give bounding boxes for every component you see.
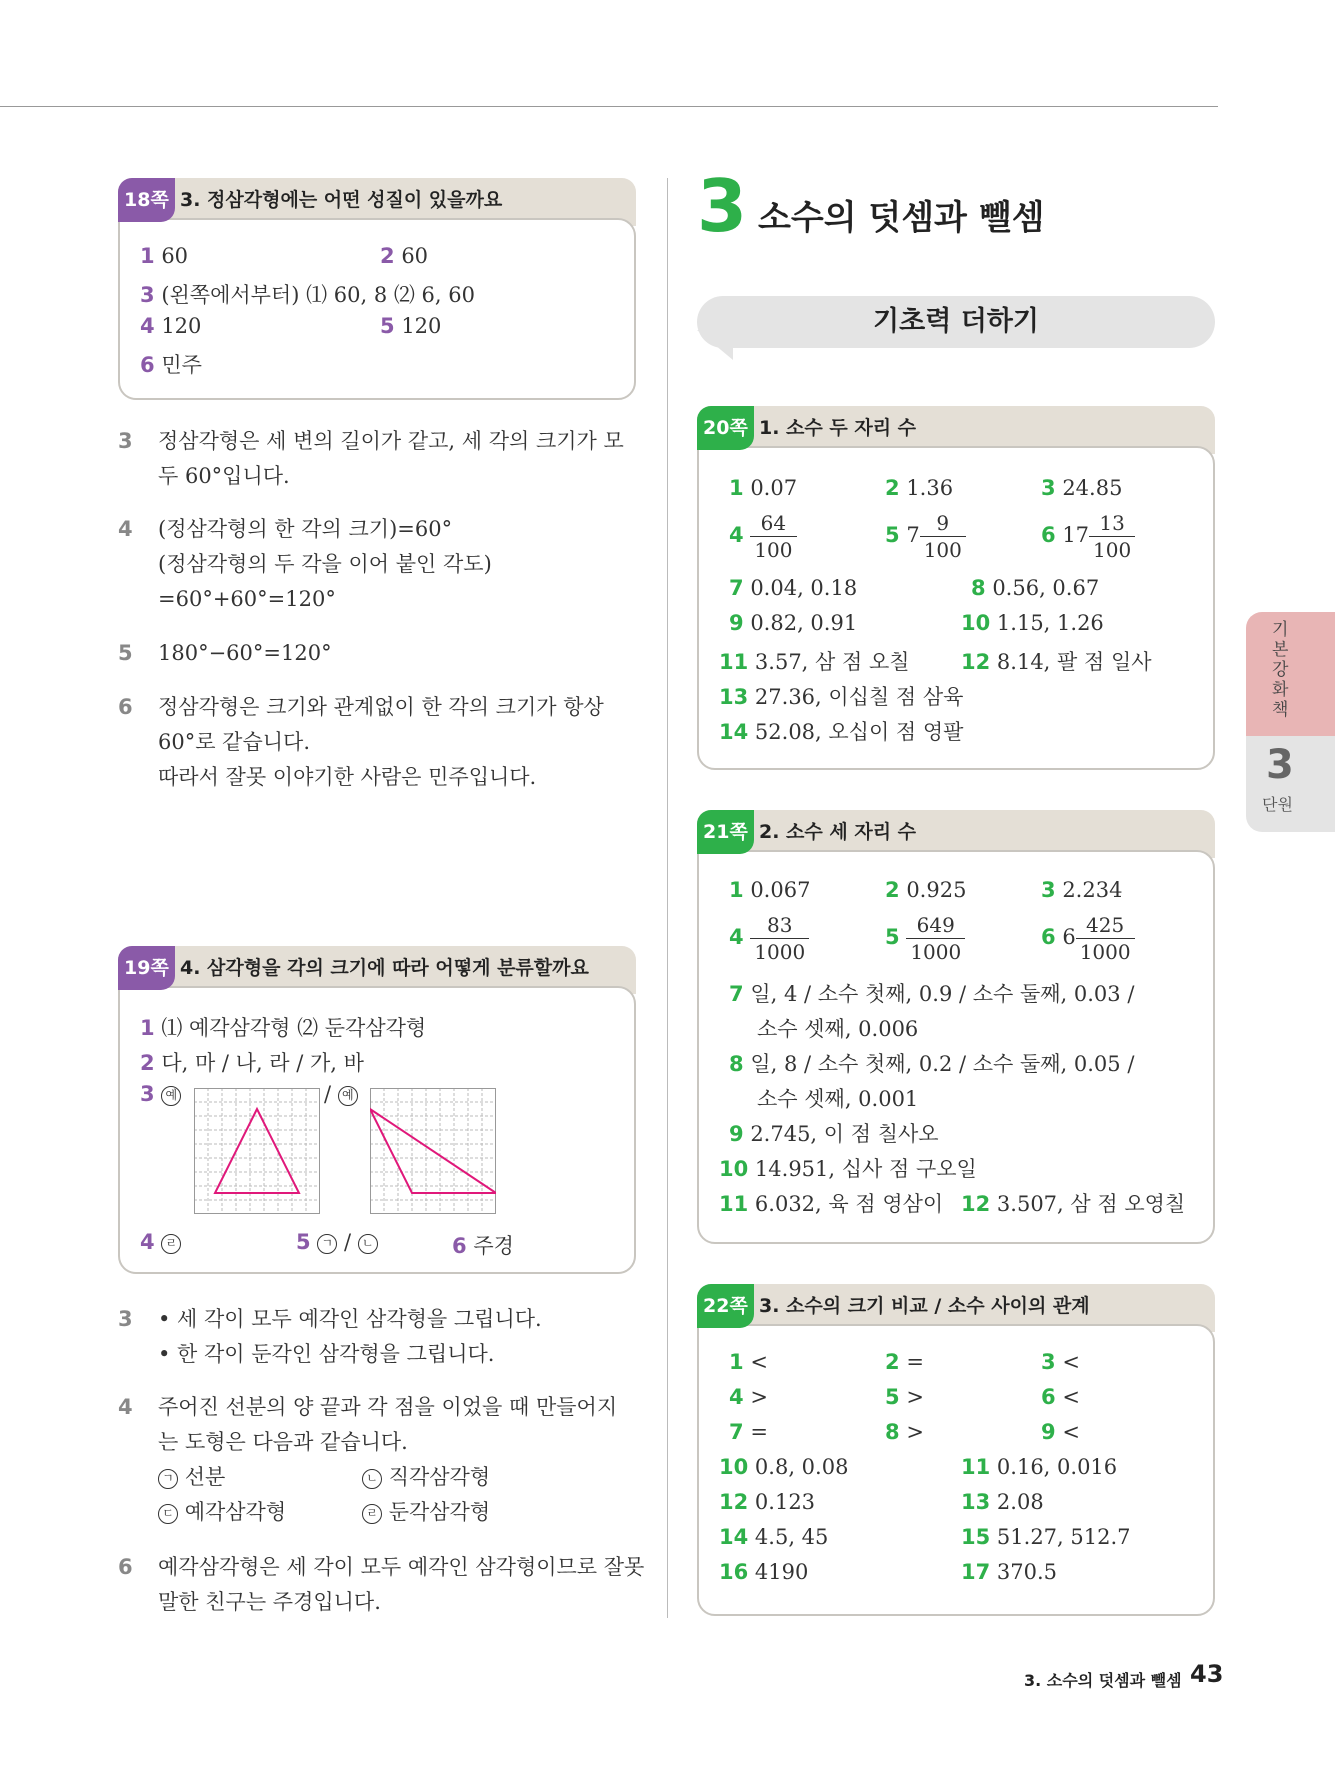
box-title: 3. 정삼각형에는 어떤 성질이 있을까요 xyxy=(180,189,503,211)
unit-label: 단원 xyxy=(1262,795,1293,814)
answer-7: 7 0.04, 0.18 xyxy=(729,576,858,600)
side-tab-book[interactable] xyxy=(1246,612,1335,736)
answer-1: 1 60 xyxy=(140,244,189,268)
answer-10: 10 0.8, 0.08 xyxy=(719,1455,849,1479)
answer-2: 2 = xyxy=(885,1350,924,1374)
box-title: 4. 삼각형을 각의 크기에 따라 어떻게 분류할까요 xyxy=(180,957,589,979)
answer-9: 9 0.82, 0.91 xyxy=(729,611,858,635)
answer-1: 1 0.07 xyxy=(729,476,798,500)
page-tag: 22쪽 xyxy=(697,1284,754,1328)
example-mark: 예 xyxy=(161,1086,181,1106)
answer-7-cont: 소수 셋째, 0.006 xyxy=(757,1017,919,1041)
answer-13: 13 27.36, 이십칠 점 삼육 xyxy=(719,685,964,709)
unit-number: 3 xyxy=(1266,742,1294,788)
answer-box-p19 xyxy=(118,946,636,1274)
side-tab-label: 기본강화책 xyxy=(1272,620,1289,720)
answer-2: 2 다, 마 / 나, 라 / 가, 바 xyxy=(140,1051,364,1075)
top-rule xyxy=(0,106,1218,107)
answer-8-cont: 소수 셋째, 0.001 xyxy=(757,1087,919,1111)
answer-3: 3 < xyxy=(1041,1350,1080,1374)
answer-14: 14 4.5, 45 xyxy=(719,1525,829,1549)
answer-3: 3 2.234 xyxy=(1041,878,1123,902)
column-divider xyxy=(667,178,668,1618)
answer-5: 5 120 xyxy=(380,314,442,338)
answer-1: 1 0.067 xyxy=(729,878,811,902)
answer-14: 14 52.08, 오십이 점 영팔 xyxy=(719,720,964,744)
answer-8: 8 > xyxy=(885,1420,924,1444)
box-title: 2. 소수 세 자리 수 xyxy=(759,821,917,843)
answer-7: 7 = xyxy=(729,1420,768,1444)
answer-6: 6 민주 xyxy=(140,353,202,377)
acute-triangle-grid xyxy=(194,1088,320,1214)
answer-7: 7 일, 4 / 소수 첫째, 0.9 / 소수 둘째, 0.03 / xyxy=(729,982,1135,1006)
answer-15: 15 51.27, 512.7 xyxy=(961,1525,1131,1549)
answer-3: 3 예 xyxy=(140,1082,181,1106)
answer-10: 10 14.951, 십사 점 구오일 xyxy=(719,1157,977,1181)
answer-12: 12 8.14, 팔 점 일사 xyxy=(961,650,1152,674)
answer-5: 5 7 $\frac{9}{100}$ xyxy=(885,510,966,563)
obtuse-triangle-grid xyxy=(370,1088,496,1214)
answer-9: 9 < xyxy=(1041,1420,1080,1444)
page-tag: 21쪽 xyxy=(697,810,754,854)
answer-2: 2 1.36 xyxy=(885,476,954,500)
answer-8: 8 일, 8 / 소수 첫째, 0.2 / 소수 둘째, 0.05 / xyxy=(729,1052,1135,1076)
answer-11: 11 3.57, 삼 점 오칠 xyxy=(719,650,910,674)
answer-4: 4 $\frac{64}{100}$ xyxy=(729,510,797,563)
answer-3-separator: / 예 xyxy=(324,1082,358,1106)
answer-4: 4 $\frac{83}{1000}$ xyxy=(729,912,809,965)
answer-6: 6 6 $\frac{425}{1000}$ xyxy=(1041,912,1135,965)
page-tag: 19쪽 xyxy=(118,946,175,990)
chapter-number: 3 xyxy=(697,164,748,248)
answer-3: 3 (왼쪽에서부터) ⑴ 60, 8 ⑵ 6, 60 xyxy=(140,283,475,307)
answer-5: 5 $\frac{649}{1000}$ xyxy=(885,912,965,965)
box-title: 1. 소수 두 자리 수 xyxy=(759,417,917,439)
chapter-title: 소수의 덧셈과 뺄셈 xyxy=(758,198,1045,238)
answer-box-p21 xyxy=(697,810,1215,1244)
answer-9: 9 2.745, 이 점 칠사오 xyxy=(729,1122,939,1146)
answer-12: 12 0.123 xyxy=(719,1490,816,1514)
answer-13: 13 2.08 xyxy=(961,1490,1044,1514)
side-tab-unit[interactable] xyxy=(1246,736,1335,832)
answer-box-p22 xyxy=(697,1284,1215,1616)
page-number: 43 xyxy=(1190,1660,1224,1688)
answer-box-p20 xyxy=(697,406,1215,770)
answer-11: 11 6.032, 육 점 영삼이 xyxy=(719,1192,944,1216)
answer-16: 16 4190 xyxy=(719,1560,809,1584)
answer-6: 6 주경 xyxy=(452,1234,514,1258)
answer-6: 6 17 $\frac{13}{100}$ xyxy=(1041,510,1135,563)
answer-2: 2 0.925 xyxy=(885,878,967,902)
answer-box-p18 xyxy=(118,178,636,400)
answer-5: 5 > xyxy=(885,1385,924,1409)
answer-17: 17 370.5 xyxy=(961,1560,1058,1584)
page-tag: 20쪽 xyxy=(697,406,754,450)
answer-5: 5 ㄱ / ㄴ xyxy=(296,1230,378,1254)
answer-1: 1 ⑴ 예각삼각형 ⑵ 둔각삼각형 xyxy=(140,1016,427,1040)
answer-11: 11 0.16, 0.016 xyxy=(961,1455,1118,1479)
box-title: 3. 소수의 크기 비교 / 소수 사이의 관계 xyxy=(759,1295,1090,1317)
answer-2: 2 60 xyxy=(380,244,429,268)
answer-1: 1 < xyxy=(729,1350,768,1374)
answer-3: 3 24.85 xyxy=(1041,476,1123,500)
answer-10: 10 1.15, 1.26 xyxy=(961,611,1104,635)
answer-6: 6 < xyxy=(1041,1385,1080,1409)
footer-title: 3. 소수의 덧셈과 뺄셈 xyxy=(1024,1671,1182,1690)
page-tag: 18쪽 xyxy=(118,178,175,222)
section-banner: 기초력 더하기 xyxy=(697,296,1215,348)
answer-12: 12 3.507, 삼 점 오영칠 xyxy=(961,1192,1186,1216)
answer-4: 4 > xyxy=(729,1385,768,1409)
answer-4: 4 ㄹ xyxy=(140,1230,181,1254)
box-body xyxy=(697,850,1215,1244)
answer-8: 8 0.56, 0.67 xyxy=(971,576,1100,600)
answer-4: 4 120 xyxy=(140,314,202,338)
example-mark: 예 xyxy=(338,1086,358,1106)
